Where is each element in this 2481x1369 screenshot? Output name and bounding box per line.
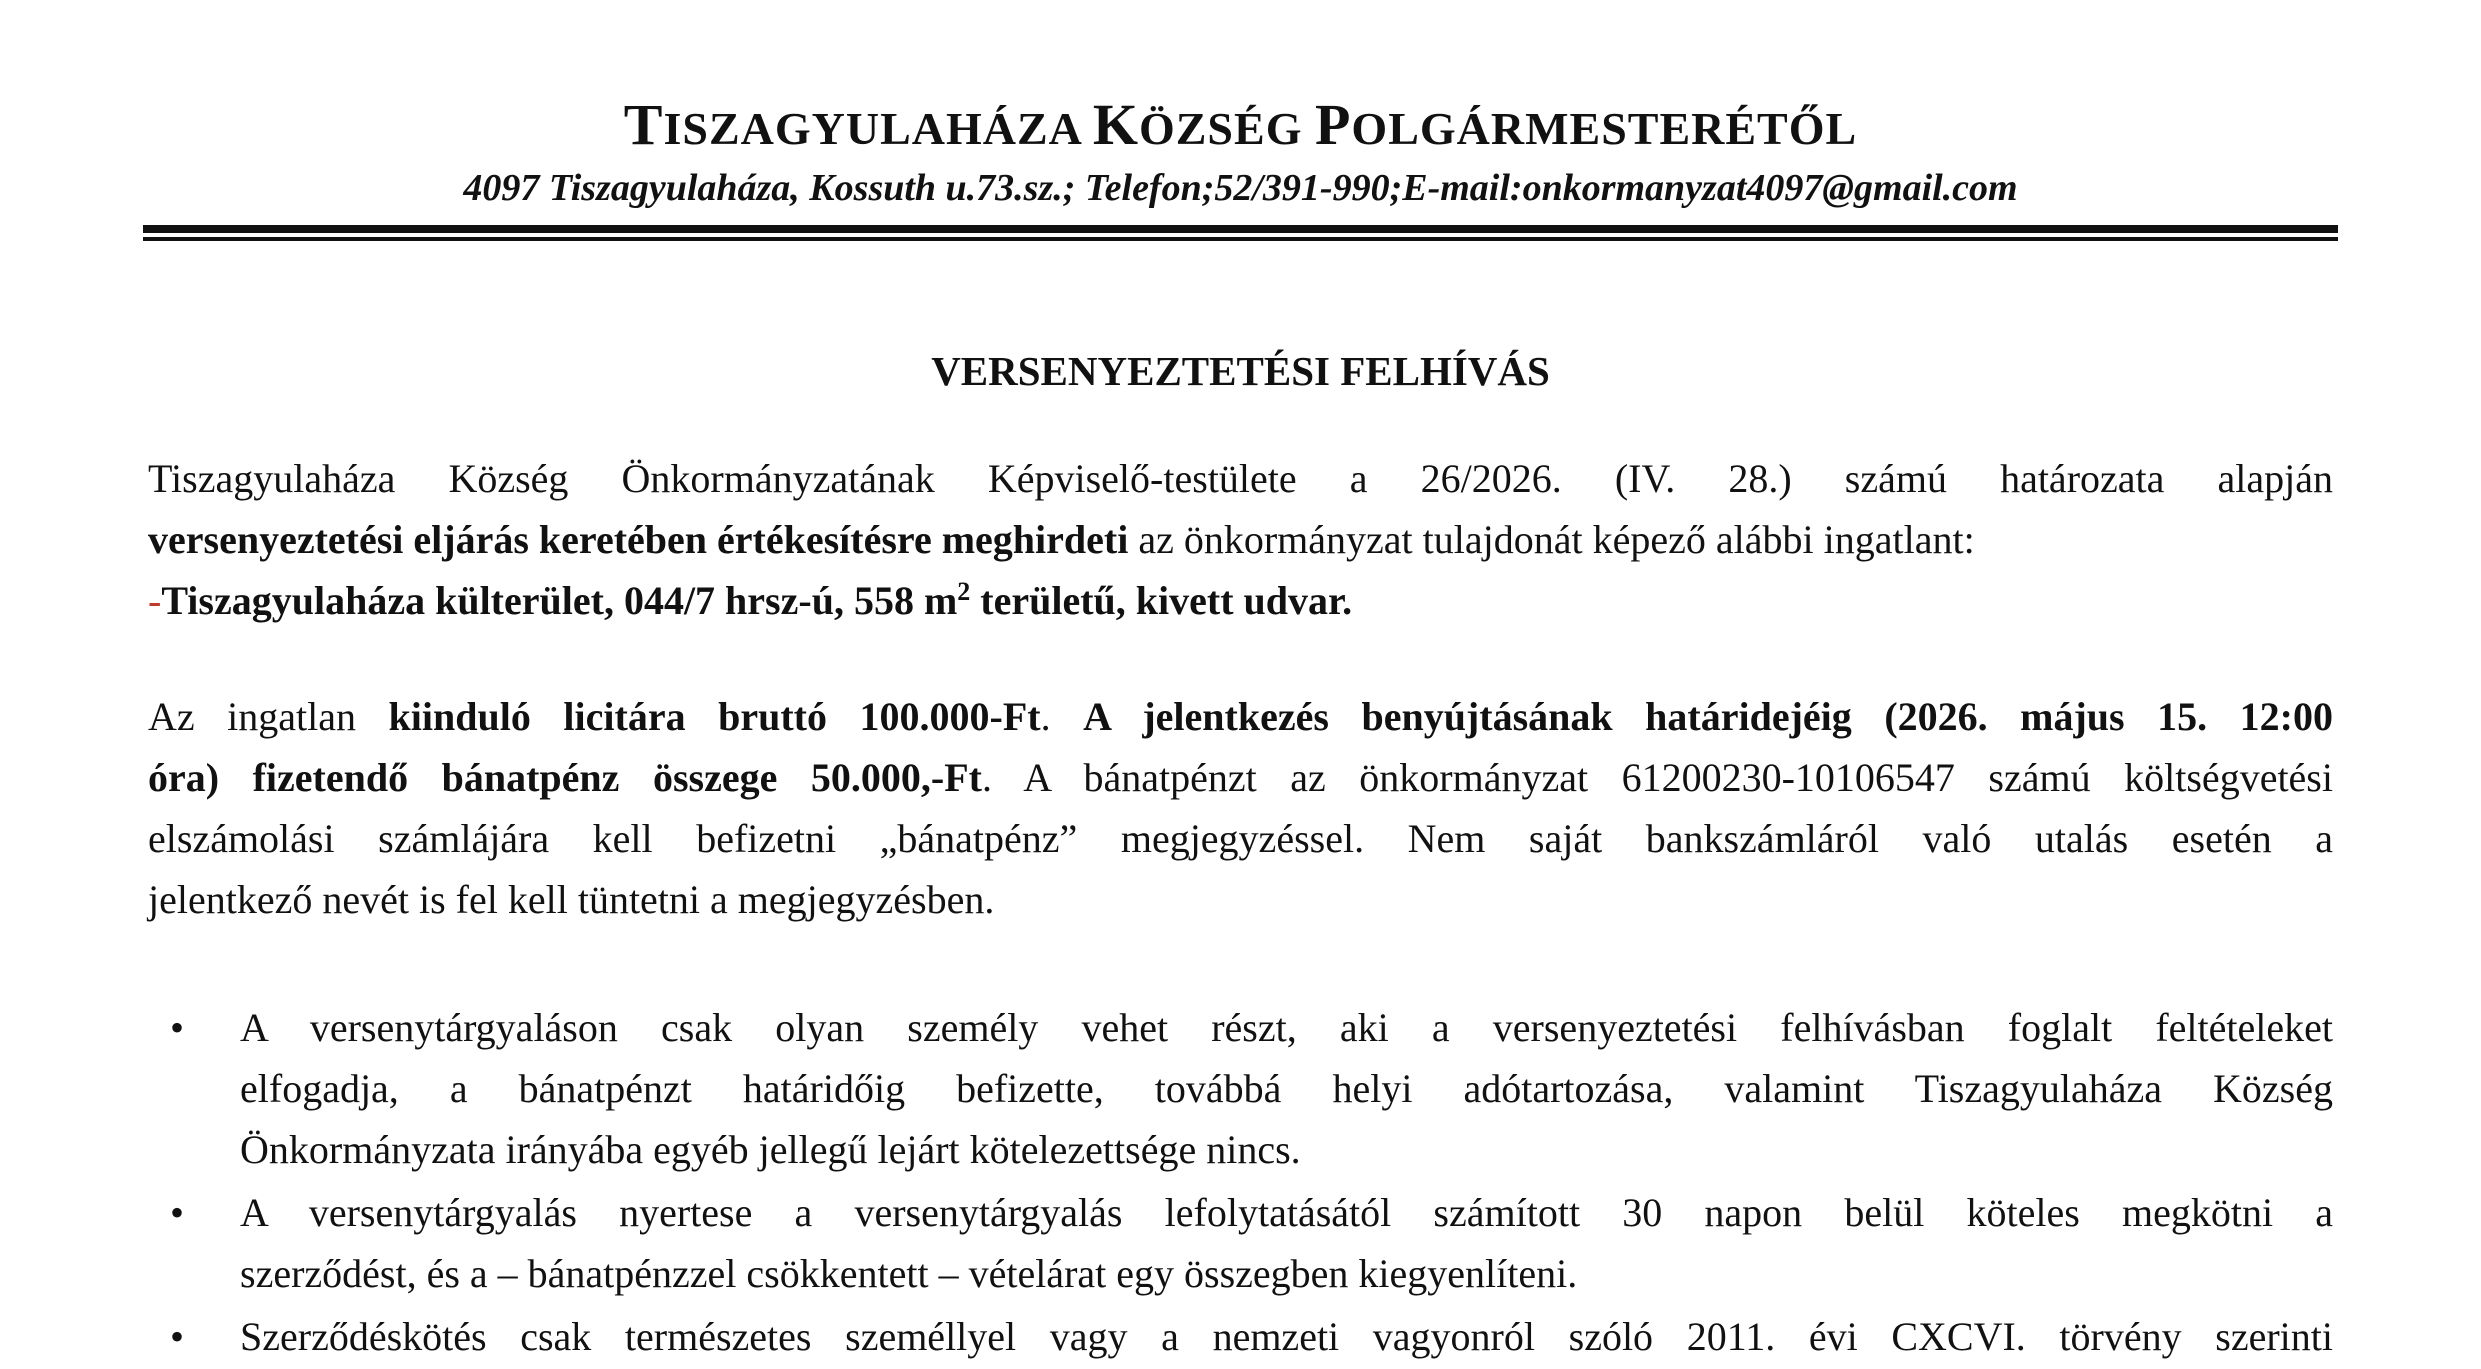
bold-text: óra) fizetendő bánatpénz összege 50.000,-Ft	[148, 755, 982, 800]
list-item-line: Szerződéskötés csak természetes személlyel vagy a nemzeti vagyonról szóló 2011. évi CXCVI. törvény szerinti	[240, 1314, 2333, 1359]
document-title: VERSENYEZTETÉSI FELHÍVÁS	[931, 348, 1550, 394]
superscript: 2	[957, 577, 971, 606]
title-initial: P	[1314, 92, 1352, 157]
letterhead-address: 4097 Tiszagyulaháza, Kossuth u.73.sz.; Telefon;52/391-990;E-mail:onkormanyzat4097@gmail.com	[463, 167, 2018, 209]
list-item	[148, 1306, 2333, 1367]
property-line	[148, 570, 2333, 631]
title-initial: T	[623, 92, 664, 157]
property-description: Tiszagyulaháza külterület, 044/7 hrsz-ú, 558 m	[161, 578, 958, 623]
plain-text: .	[1040, 694, 1084, 739]
paragraph-line: Tiszagyulaháza Község Önkormányzatának Képviselő-testülete a 26/2026. (IV. 28.) számú határozata alapján	[148, 456, 2333, 501]
list-item	[148, 1182, 2333, 1304]
letterhead-rule-thin	[143, 237, 2338, 241]
paragraph-line: jelentkező nevét is fel kell tüntetni a megjegyzésben.	[148, 877, 995, 922]
letterhead-title	[143, 92, 2338, 162]
dash-marker: -	[148, 578, 162, 623]
bold-text: A jelentkezés benyújtásának határidejéig (2026. május 15. 12:00	[1083, 694, 2333, 739]
paragraph-line	[148, 747, 2333, 808]
plain-text: . A bánatpénzt az önkormányzat 61200230-10106547 számú költségvetési	[981, 755, 2333, 800]
paragraph-line	[148, 509, 2333, 570]
title-word: ÖZSÉG	[1138, 103, 1315, 154]
bullet-icon: •	[169, 1190, 184, 1235]
bullet-icon: •	[169, 1005, 184, 1050]
property-description-end: területű, kivett udvar.	[970, 578, 1353, 623]
paragraph-line: elszámolási számlájára kell befizetni „bánatpénz” megjegyzéssel. Nem saját bankszámláról való utalás esetén a	[148, 816, 2333, 861]
paragraph-price	[148, 686, 2333, 930]
letterhead	[143, 92, 2338, 210]
paragraph-announcement	[148, 448, 2333, 631]
list-item-line: Önkormányzata irányába egyéb jellegű lejárt kötelezettsége nincs.	[240, 1127, 1301, 1172]
list-item-line: A versenytárgyaláson csak olyan személy vehet részt, aki a versenyeztetési felhívásban foglalt feltételeket	[240, 1005, 2333, 1050]
title-word: OLGÁRMESTERÉTŐL	[1351, 103, 1858, 154]
list-item-line: szerződést, és a – bánatpénzzel csökkentett – vételárat egy összegben kiegyenlíteni.	[240, 1251, 1578, 1296]
plain-text: az önkormányzat tulajdonát képező alábbi ingatlant:	[1128, 517, 1975, 562]
plain-text: Az ingatlan	[148, 694, 389, 739]
paragraph-line	[148, 686, 2333, 747]
list-item-line: A versenytárgyalás nyertese a versenytárgyalás lefolytatásától számított 30 napon belül köteles megkötni a	[240, 1190, 2333, 1235]
bold-text: versenyeztetési eljárás keretében értékesítésre meghirdeti	[148, 517, 1129, 562]
list-item-line: elfogadja, a bánatpénzt határidőig befizette, továbbá helyi adótartozása, valamint Tiszagyulaháza Község	[240, 1066, 2333, 1111]
list-item	[148, 997, 2333, 1180]
conditions-list	[148, 997, 2333, 1369]
letterhead-rule-thick	[143, 225, 2338, 233]
bullet-icon: •	[169, 1314, 184, 1359]
title-word: ISZAGYULAHÁZA	[663, 103, 1093, 154]
bold-text: kiinduló licitára bruttó 100.000-Ft	[388, 694, 1041, 739]
title-initial: K	[1092, 92, 1139, 157]
